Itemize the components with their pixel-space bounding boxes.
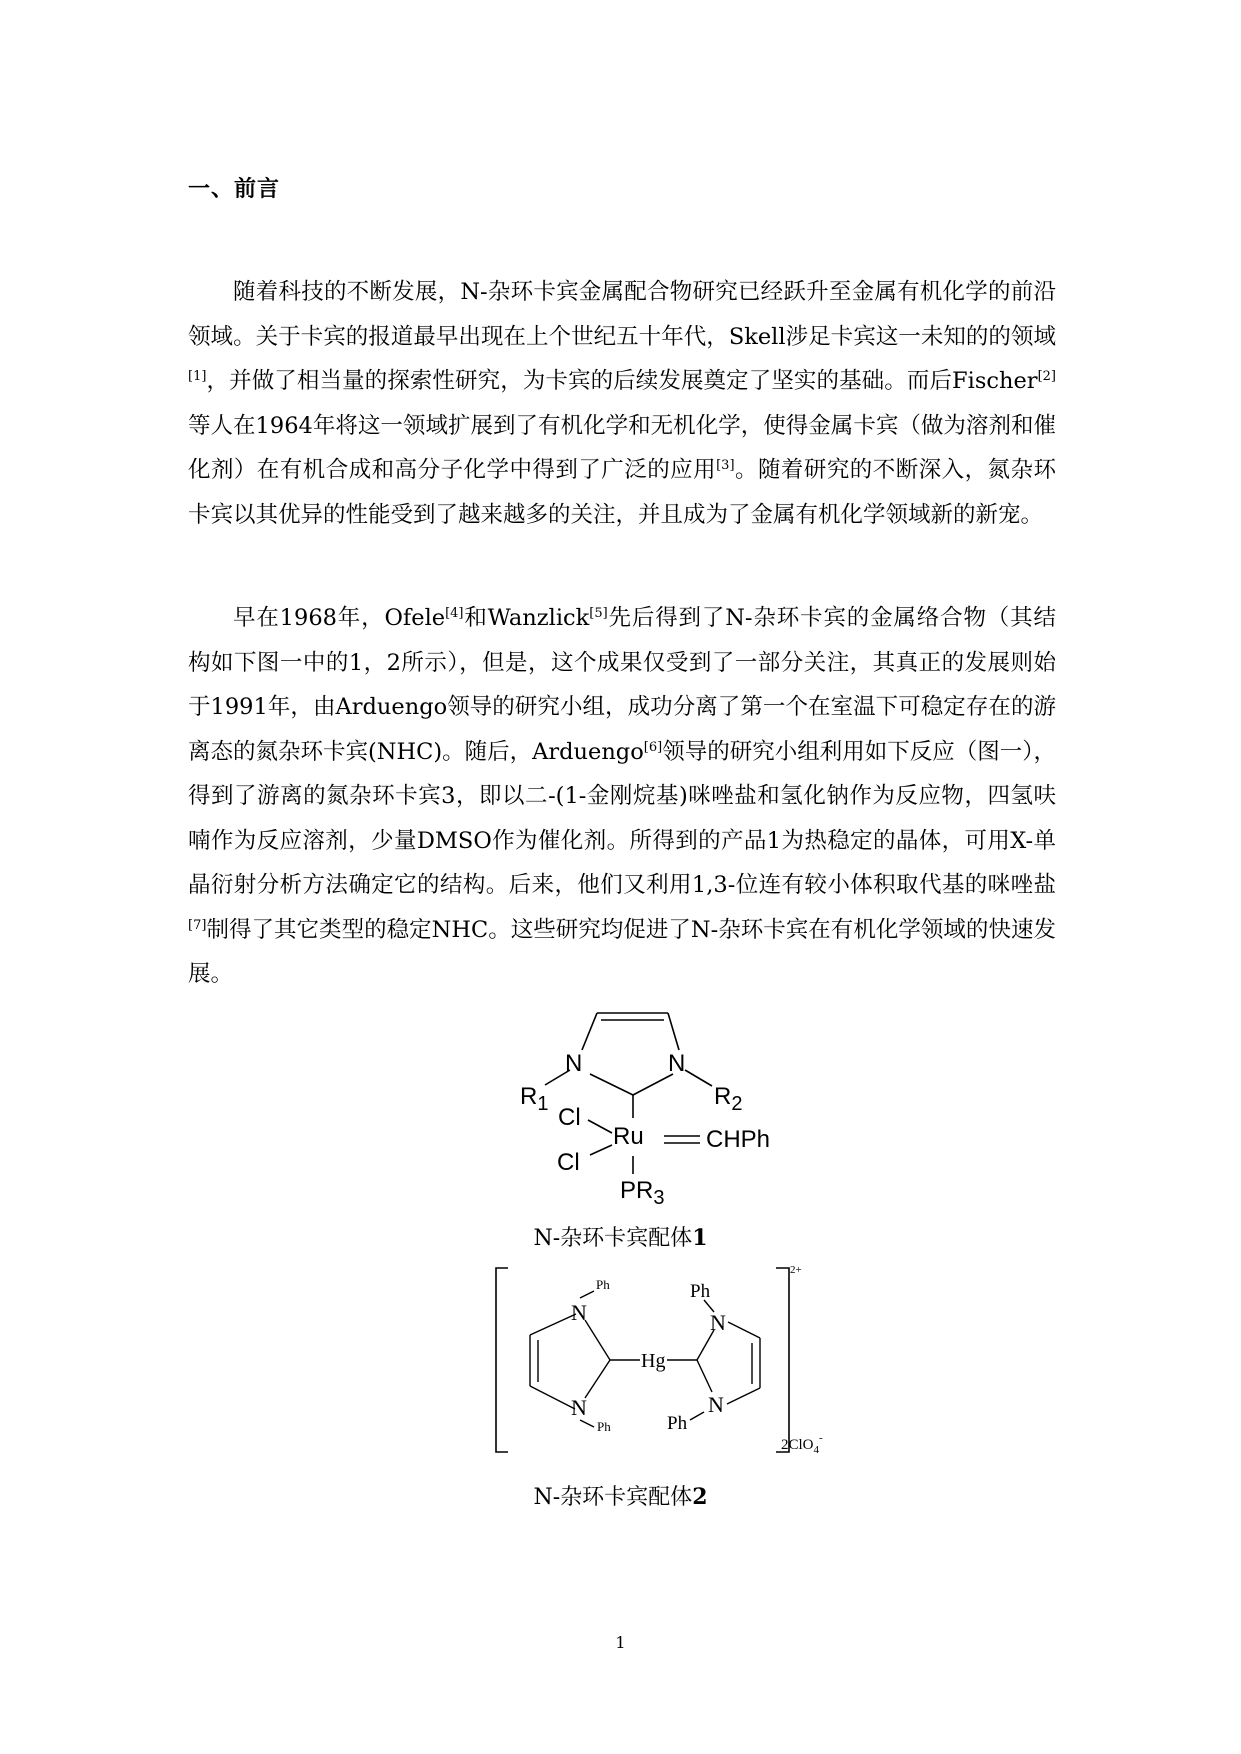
- paragraph-1-text: 随着科技的不断发展，N-杂环卡宾金属配合物研究已经跃升至金属有机化学的前沿领域。关于卡宾的报道最早出现在上个世纪五十年代，Skell涉足卡宾这一未知的的领域[1]，并做了相当量的探索性研究，为卡宾的后续发展奠定了坚实的基础。而后Fischer[2]等人在1964年将这一领域扩展到了有机化学和无机化学，使得金属卡宾（做为溶剂和催化剂）在有机合成和高分子化学中得到了广泛的应用[3]。随着研究的不断深入，氮杂环卡宾以其优异的性能受到了越来越多的关注，并且成为了金属有机化学领域新的新宠。: [188, 279, 1056, 528]
- right-ring-bond-n-ch: [728, 1322, 760, 1338]
- left-ring-bond-ch-n: [530, 1386, 575, 1409]
- label-r2: $R_2$: [714, 1083, 743, 1115]
- left-ring-bond-n-c: [585, 1320, 610, 1360]
- figure-1-structure: [0, 996, 1241, 1206]
- label-n-bottom-left: N: [571, 1395, 587, 1420]
- figure-2-caption-number: 2: [692, 1484, 708, 1510]
- ring-bond-n-c-left: [590, 1074, 633, 1095]
- citation-ref: [4]: [445, 606, 464, 621]
- n-r2-bond: [685, 1070, 712, 1086]
- label-ph-bottom-right: Ph: [667, 1413, 688, 1434]
- citation-ref: [7]: [188, 917, 207, 933]
- ru-cl-bottom-bond: [590, 1145, 612, 1155]
- ring-bond-n-c-right: [633, 1074, 673, 1095]
- label-n-top-right: N: [710, 1310, 726, 1335]
- citation-ref: [3]: [716, 458, 735, 473]
- label-pr3: $PR_3$: [620, 1177, 665, 1206]
- label-n-bottom-right: N: [708, 1392, 724, 1417]
- citation-ref: [6]: [643, 739, 663, 755]
- ring-bond-left: [582, 1013, 597, 1050]
- label-ph-top-right: Ph: [690, 1281, 711, 1302]
- ring-bond-right: [668, 1013, 679, 1050]
- left-ring-bond-c-n: [585, 1360, 610, 1398]
- label-chph: CHPh: [706, 1126, 771, 1153]
- label-counterion: 2ClO$_4$-: [781, 1432, 823, 1456]
- ru-cl-top-bond: [588, 1120, 612, 1133]
- right-ring-bond-c-n-bottom: [697, 1360, 712, 1392]
- section-heading: 一、前言: [188, 177, 281, 202]
- label-cl-top: Cl: [558, 1104, 581, 1131]
- figure-2-structure: [0, 1260, 1241, 1460]
- paragraph-2: [188, 596, 1056, 997]
- label-n-left: N: [565, 1050, 583, 1077]
- label-hg: Hg: [641, 1350, 666, 1372]
- label-ph-top-left: Ph: [596, 1277, 610, 1292]
- figure-1-caption: [0, 1221, 1241, 1252]
- bracket-left: [496, 1268, 508, 1452]
- paragraph-2-text: 早在1968年，Ofele[4]和Wanzlick[5]先后得到了N-杂环卡宾的金属络合物（其结构如下图一中的1，2所示），但是，这个成果仅受到了一部分关注，其真正的发展则始于1991年，由Arduengo领导的研究小组，成功分离了第一个在室温下可稳定存在的游离态的氮杂环卡宾(NHC)。随后，Arduengo[6]领导的研究小组利用如下反应（图一），得到了游离的氮杂环卡宾3，即以二-(1-金刚烷基)咪唑盐和氢化钠作为反应物，四氢呋喃作为反应溶剂，少量DMSO作为催化剂。所得到的产品1为热稳定的晶体，可用X-单晶衍射分析方法确定它的结构。后来，他们又利用1,3-位连有较小体积取代基的咪唑盐[7]制得了其它类型的稳定NHC。这些研究均促进了N-杂环卡宾在有机化学领域的快速发展。: [188, 605, 1056, 987]
- label-n-top-left: N: [571, 1300, 587, 1325]
- left-ring-bond-n-ch: [530, 1314, 576, 1335]
- paragraph-1: [188, 270, 1056, 537]
- right-ring-bond-ch-n: [727, 1388, 760, 1404]
- figure-2: [0, 1260, 1241, 1460]
- label-n-right: N: [668, 1050, 686, 1077]
- label-cl-bottom: Cl: [557, 1149, 580, 1176]
- right-bottom-ph-n-bond: [690, 1412, 704, 1420]
- figure-1: [0, 996, 1241, 1206]
- citation-ref: [5]: [589, 606, 608, 621]
- citation-ref: [2]: [1037, 369, 1056, 384]
- label-ru: Ru: [613, 1123, 644, 1150]
- label-ph-bottom-left: Ph: [597, 1419, 611, 1434]
- bracket-right: [776, 1268, 789, 1452]
- left-top-n-ph-bond: [580, 1291, 594, 1298]
- left-bottom-n-ph-bond: [580, 1420, 594, 1427]
- figure-1-caption-text: N-杂环卡宾配体: [533, 1226, 693, 1251]
- citation-ref: [1]: [188, 369, 207, 384]
- figure-1-caption-number: 1: [692, 1225, 708, 1251]
- page-number: 1: [615, 1633, 626, 1652]
- label-r1: $R_1$: [520, 1083, 549, 1115]
- label-charge: 2+: [790, 1264, 802, 1276]
- figure-2-caption: [0, 1480, 1241, 1511]
- figure-2-caption-text: N-杂环卡宾配体: [533, 1485, 693, 1510]
